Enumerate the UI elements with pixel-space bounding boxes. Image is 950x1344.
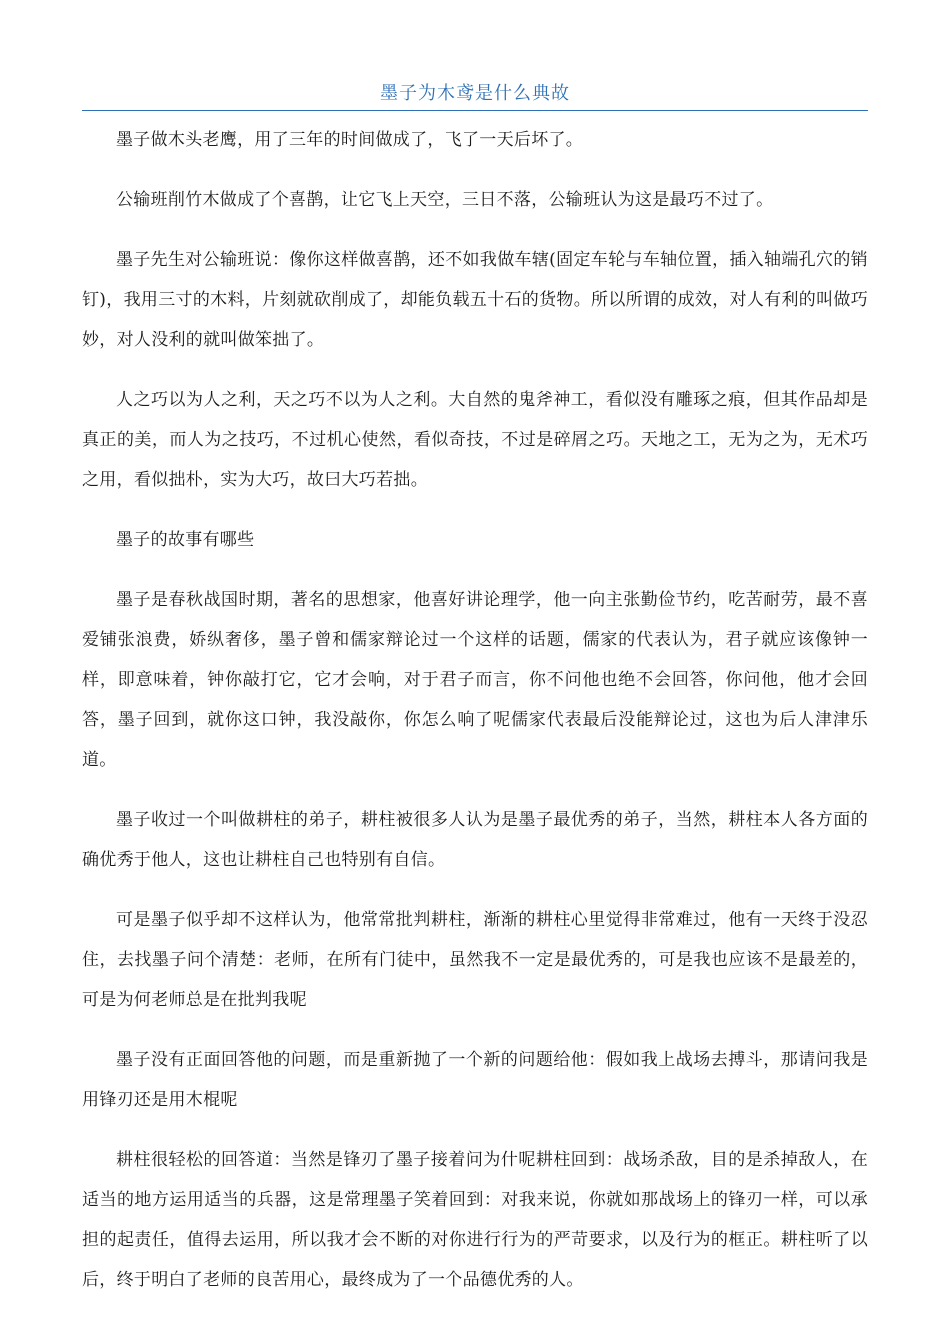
paragraph-6: 墨子是春秋战国时期，著名的思想家，他喜好讲论理学，他一向主张勤俭节约，吃苦耐劳，最不喜爱铺张浪费，娇纵奢侈，墨子曾和儒家辩论过一个这样的话题，儒家的代表认为，君子就应该像钟一样，即意味着，钟你敲打它，它才会响，对于君子而言，你不问他也绝不会回答，你问他，他才会回答，墨子回到，就你这口钟，我没敲你，你怎么响了呢儒家代表最后没能辩论过，这也为后人津津乐道。 — [82, 590, 868, 770]
document-title: 墨子为木鸢是什么典故 — [380, 83, 570, 104]
paragraph-8: 可是墨子似乎却不这样认为，他常常批判耕柱，渐渐的耕柱心里觉得非常难过，他有一天终于没忍住，去找墨子问个清楚：老师，在所有门徒中，虽然我不一定是最优秀的，可是我也应该不是最差的，可是为何老师总是在批判我呢 — [82, 910, 868, 1010]
paragraph-1: 墨子做木头老鹰，用了三年的时间做成了，飞了一天后坏了。 — [116, 130, 584, 150]
paragraph-7: 墨子收过一个叫做耕柱的弟子，耕柱被很多人认为是墨子最优秀的弟子，当然，耕柱本人各方面的确优秀于他人，这也让耕柱自己也特别有自信。 — [82, 810, 868, 870]
paragraph-3: 墨子先生对公输班说：像你这样做喜鹊，还不如我做车辖(固定车轮与车轴位置，插入轴端孔穴的销钉)，我用三寸的木料，片刻就砍削成了，却能负载五十石的货物。所以所谓的成效，对人有利的叫做巧妙，对人没利的就叫做笨拙了。 — [82, 250, 868, 350]
paragraph-10: 耕柱很轻松的回答道：当然是锋刃了墨子接着问为什呢耕柱回到：战场杀敌，目的是杀掉敌人，在适当的地方运用适当的兵器，这是常理墨子笑着回到：对我来说，你就如那战场上的锋刃一样，可以承担的起责任，值得去运用，所以我才会不断的对你进行行为的严苛要求，以及行为的框正。耕柱听了以后，终于明白了老师的良苦用心，最终成为了一个品德优秀的人。 — [82, 1150, 868, 1290]
paragraph-4: 人之巧以为人之利，天之巧不以为人之利。大自然的鬼斧神工，看似没有雕琢之痕，但其作品却是真正的美，而人为之技巧，不过机心使然，看似奇技，不过是碎屑之巧。天地之工，无为之为，无术巧之用，看似拙朴，实为大巧，故曰大巧若拙。 — [82, 390, 868, 490]
paragraph-9: 墨子没有正面回答他的问题，而是重新抛了一个新的问题给他：假如我上战场去搏斗，那请问我是用锋刃还是用木棍呢 — [82, 1050, 868, 1110]
document-body — [82, 120, 868, 1320]
section-heading: 墨子的故事有哪些 — [116, 530, 255, 550]
page-header — [82, 80, 868, 111]
paragraph-2: 公输班削竹木做成了个喜鹊，让它飞上天空，三日不落，公输班认为这是最巧不过了。 — [116, 190, 774, 210]
